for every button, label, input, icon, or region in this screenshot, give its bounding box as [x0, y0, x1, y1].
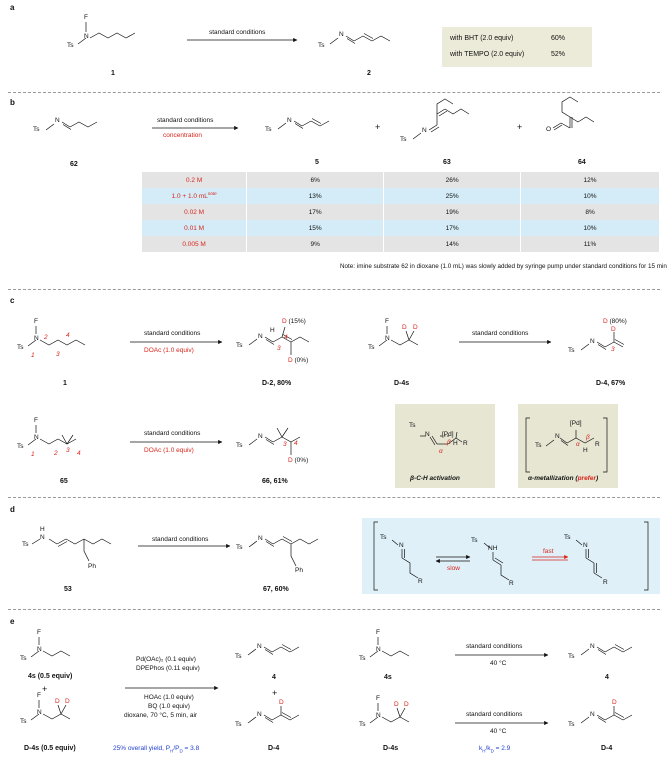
atom-n: N: [590, 643, 595, 650]
table-cell: 13%: [247, 188, 384, 204]
atom-n: N: [55, 117, 60, 124]
arrow-label-c3: standard conditions: [144, 430, 201, 437]
atom-nh: NH: [488, 545, 498, 552]
position-1: 1: [31, 352, 35, 359]
atom-ts: Ts: [235, 653, 242, 660]
atom-h: H: [453, 440, 458, 447]
atom-ts: Ts: [535, 442, 542, 449]
atom-d: D: [404, 701, 409, 708]
deuterium-atom: D: [603, 318, 608, 325]
atom-ts: Ts: [568, 721, 575, 728]
compound-4-label-e2: 4: [605, 674, 609, 681]
conc-text: 1.0 + 1.0 mL: [171, 193, 208, 201]
cmpd62-structure: [46, 122, 97, 130]
atom-ts: Ts: [359, 721, 366, 728]
alpha-label: α: [439, 448, 443, 455]
atom-n: N: [583, 542, 588, 549]
atom-ts: Ts: [368, 344, 375, 351]
reagent-line: BQ (1.0 equiv): [148, 703, 190, 710]
beta-label: β: [447, 439, 451, 446]
compound-53-label: 53: [64, 586, 72, 593]
atom-ts: Ts: [409, 422, 416, 429]
atom-n: N: [590, 338, 595, 345]
table-cell: 0.005 M: [142, 236, 247, 252]
cmpd-d4-e-structure: [248, 706, 299, 723]
atom-n: N: [376, 712, 381, 719]
atom-ts: Ts: [380, 534, 387, 541]
atom-o: O: [546, 126, 552, 133]
compound-66-label: 66, 61%: [262, 478, 288, 485]
atom-d: D: [394, 701, 399, 708]
atom-ts: Ts: [17, 443, 24, 450]
cmpd-d4-e2-structure: [581, 706, 632, 723]
atom-r: R: [509, 580, 514, 587]
arrow-label-d: standard conditions: [152, 536, 209, 543]
prefer-text: prefer: [577, 475, 596, 482]
cmpd-d4-structure: [581, 332, 624, 350]
concentration-table: [142, 172, 660, 252]
alpha-metallization-text: α-metallization: [528, 475, 574, 482]
table-note: Note: imine substrate 62 in dioxane (1.0 mL) was slowly added by syringe pump under standard conditions for 15 min: [340, 263, 667, 270]
atom-ts: Ts: [471, 537, 478, 544]
atom-f: F: [376, 695, 380, 702]
table-cell: 9%: [247, 236, 384, 252]
table-cell: 17%: [384, 220, 521, 236]
atom-n: N: [34, 335, 39, 342]
atom-ts: Ts: [235, 721, 242, 728]
atom-n: N: [257, 711, 262, 718]
atom-n: N: [399, 542, 404, 549]
compound-d4-label-e2: D-4: [601, 745, 613, 752]
atom-pd: [Pd]: [442, 431, 454, 438]
compound-62-label: 62: [70, 161, 78, 168]
atom-d: D: [402, 324, 407, 331]
bht-yield: 60%: [551, 35, 566, 42]
table-cell: 0.02 M: [142, 204, 247, 220]
tempo-yield: 52%: [551, 51, 566, 58]
atom-f: F: [34, 417, 38, 424]
atom-n: N: [257, 643, 262, 650]
note-superscript: note: [207, 191, 217, 197]
fast-label: fast: [543, 548, 554, 555]
atom-h: H: [583, 447, 588, 454]
atom-n: N: [590, 711, 595, 718]
kie-ratio: = 2.9: [493, 745, 511, 752]
atom-n: N: [258, 333, 263, 340]
deuterium-atom: D: [282, 318, 287, 325]
kie-value: $k_H/k_D = 2.9$: [479, 745, 511, 754]
atom-n: N: [37, 709, 42, 716]
table-row: [142, 220, 660, 236]
table-cell: 6%: [247, 172, 384, 188]
compound-d2-label: D-2, 80%: [262, 380, 292, 387]
compound-d4s-half-label: D-4s (0.5 equiv): [24, 745, 76, 752]
atom-ts: Ts: [33, 126, 40, 133]
position-3: 3: [277, 345, 281, 352]
deuterium-atom: D: [288, 457, 293, 464]
doac-label-c1: DOAc (1.0 equiv): [144, 347, 194, 354]
plus-sign: +: [375, 122, 381, 132]
atom-ph: Ph: [88, 563, 96, 570]
position-1: 1: [31, 451, 35, 458]
position-4: 4: [66, 332, 70, 339]
table-cell: 10%: [521, 220, 660, 236]
bht-condition: with BHT (2.0 equiv): [450, 35, 514, 42]
atom-n: N: [555, 433, 560, 440]
atom-h: H: [270, 327, 275, 334]
reagent-line: dioxane, 70 °C, 5 min, air: [124, 712, 198, 719]
overall-yield-ratio: 25% overall yield, $P_H/P_D = 3.8$: [113, 745, 200, 754]
reagent-line: HOAc (1.0 equiv): [144, 694, 194, 701]
atom-r: R: [463, 440, 468, 447]
compound-4-label: 4: [272, 674, 276, 681]
atom-r: R: [418, 578, 423, 585]
table-cell: 10%: [521, 188, 660, 204]
atom-n: N: [84, 33, 89, 40]
deuterium-atom: D: [288, 357, 293, 364]
atom-ts: Ts: [568, 347, 575, 354]
compound-64-label: 64: [578, 159, 586, 166]
compound-1-label-c: 1: [63, 380, 67, 387]
position-3: 3: [611, 346, 615, 353]
arrow-label-b: standard conditions: [157, 117, 214, 124]
arrow-label-c2: standard conditions: [472, 330, 529, 337]
temp-label-e2: 40 °C: [490, 660, 507, 667]
deuterium-0-label: [288, 357, 308, 364]
deuterium-80-text: (80%): [607, 318, 627, 325]
plus-sign: +: [517, 122, 523, 132]
atom-pd: [Pd]: [570, 420, 582, 427]
atom-f: F: [37, 629, 41, 636]
atom-d: D: [65, 698, 70, 705]
cmpd4-e2-structure: [581, 645, 632, 656]
atom-ts: Ts: [359, 655, 366, 662]
atom-d: D: [279, 699, 284, 706]
compound-5-label: 5: [315, 159, 319, 166]
cmpd5-structure: [278, 119, 329, 130]
atom-n: N: [385, 335, 390, 342]
atom-d: D: [611, 326, 616, 333]
temp-label-e3: 40 °C: [490, 728, 507, 735]
slow-label: slow: [447, 565, 461, 572]
atom-h: H: [40, 526, 45, 533]
atom-ts: Ts: [67, 42, 74, 49]
deuterium-0-label: [288, 457, 308, 464]
atom-ts: Ts: [22, 541, 29, 548]
reagent-line: Pd(OAc)₂ (0.1 equiv): [136, 656, 196, 663]
atom-d: D: [612, 699, 617, 706]
table-row: [142, 236, 660, 252]
atom-r: R: [603, 579, 608, 586]
cmpd4-e-structure: [248, 645, 299, 656]
arrow-label-c1: standard conditions: [144, 330, 201, 337]
reagent-line: DPEPhos (0.11 equiv): [136, 665, 200, 672]
atom-ts: Ts: [236, 442, 243, 449]
atom-f: F: [84, 14, 88, 21]
deuterium-15-text: (15%): [286, 318, 306, 325]
cmpd66-structure: [249, 428, 300, 455]
table-cell: 0.01 M: [142, 220, 247, 236]
position-2: 2: [54, 450, 58, 457]
atom-ts: Ts: [20, 718, 27, 725]
atom-d: D: [413, 324, 418, 331]
position-2: 2: [44, 334, 48, 341]
atom-n: N: [37, 646, 42, 653]
arrow-label-e2: standard conditions: [466, 643, 523, 650]
atom-f: F: [37, 692, 41, 699]
compound-63-label: 63: [443, 159, 451, 166]
atom-ts: Ts: [568, 653, 575, 660]
atom-f: F: [385, 318, 389, 325]
deuterium-15-label: [282, 318, 306, 325]
compound-2-label: 2: [367, 70, 371, 77]
atom-ts: Ts: [17, 344, 24, 351]
compound-4s-half-label: 4s (0.5 equiv): [28, 673, 73, 680]
table-cell: 17%: [247, 204, 384, 220]
position-3: 3: [56, 351, 60, 358]
doac-label-c3: DOAc (1.0 equiv): [144, 447, 194, 454]
position-3: 3: [283, 441, 287, 448]
deuterium-0-text: (0%): [292, 357, 309, 364]
atom-ts: Ts: [400, 136, 407, 143]
table-cell: 15%: [247, 220, 384, 236]
atom-n: N: [258, 535, 263, 542]
tempo-condition: with TEMPO (2.0 equiv): [450, 51, 525, 58]
atom-n: N: [40, 534, 45, 541]
plus-sign: +: [42, 684, 48, 694]
ratio-value: = 3.8: [182, 745, 200, 752]
table-row: [142, 188, 660, 204]
atom-ts: Ts: [236, 342, 243, 349]
atom-r: R: [595, 441, 600, 448]
compound-d4-label: D-4, 67%: [596, 380, 626, 387]
compound-65-label: 65: [60, 478, 68, 485]
atom-n: N: [376, 646, 381, 653]
panel-label-d: d: [10, 505, 15, 514]
atom-f: F: [34, 318, 38, 325]
atom-n: N: [287, 117, 292, 124]
arrow-label-e3: standard conditions: [466, 711, 523, 718]
atom-n: N: [425, 431, 430, 438]
atom-ts: Ts: [265, 126, 272, 133]
atom-d: D: [55, 698, 60, 705]
cmpd64-structure: [553, 97, 594, 130]
table-cell: 12%: [521, 172, 660, 188]
atom-ph: Ph: [295, 567, 303, 574]
table-row: [142, 204, 660, 220]
table-cell: [142, 188, 247, 204]
table-cell: 11%: [521, 236, 660, 252]
alpha-metallization-label: α-metallization (prefer): [528, 475, 599, 482]
compound-1-label: 1: [111, 70, 115, 77]
table-cell: 14%: [384, 236, 521, 252]
beta-label: β: [586, 434, 590, 441]
atom-f: F: [376, 629, 380, 636]
compound-d4s-label: D-4s: [394, 380, 410, 387]
beta-ch-activation-label: β-C-H activation: [410, 475, 460, 482]
compound-67-label: 67, 60%: [263, 586, 289, 593]
plus-sign: +: [272, 688, 278, 698]
table-cell: 8%: [521, 204, 660, 220]
position-3: 3: [66, 447, 70, 454]
deuterium-80-label: [603, 318, 627, 325]
table-cell: 25%: [384, 188, 521, 204]
panel-label-c: c: [10, 296, 15, 305]
compound-4s-label: 4s: [384, 674, 392, 681]
cmpd53-structure: [32, 539, 111, 561]
arrow-label-a: standard conditions: [209, 29, 266, 36]
panel-label-b: b: [10, 98, 15, 107]
atom-ts: Ts: [564, 534, 571, 541]
yield-note-text: 25% overall yield, P: [113, 745, 171, 752]
atom-n: N: [422, 127, 427, 134]
atom-n: N: [339, 31, 344, 38]
panel-label-e: e: [10, 617, 15, 626]
concentration-label: concentration: [163, 132, 203, 139]
alpha-label: α: [576, 441, 580, 448]
position-4: 4: [77, 450, 81, 457]
compound-d4s-label-e: D-4s: [383, 745, 399, 752]
compound-d4-label-e: D-4: [268, 745, 280, 752]
atom-n: N: [34, 434, 39, 441]
panel-label-a: a: [10, 3, 15, 12]
position-4: 4: [294, 440, 298, 447]
table-cell: 19%: [384, 204, 521, 220]
atom-n: N: [258, 433, 263, 440]
table-cell: 26%: [384, 172, 521, 188]
deuterium-0-text: (0%): [292, 457, 309, 464]
table-cell: 0.2 M: [142, 172, 247, 188]
table-row: [142, 172, 660, 188]
atom-ts: Ts: [236, 544, 243, 551]
position-4: 4: [284, 334, 288, 341]
atom-ts: Ts: [318, 42, 325, 49]
atom-ts: Ts: [20, 655, 27, 662]
